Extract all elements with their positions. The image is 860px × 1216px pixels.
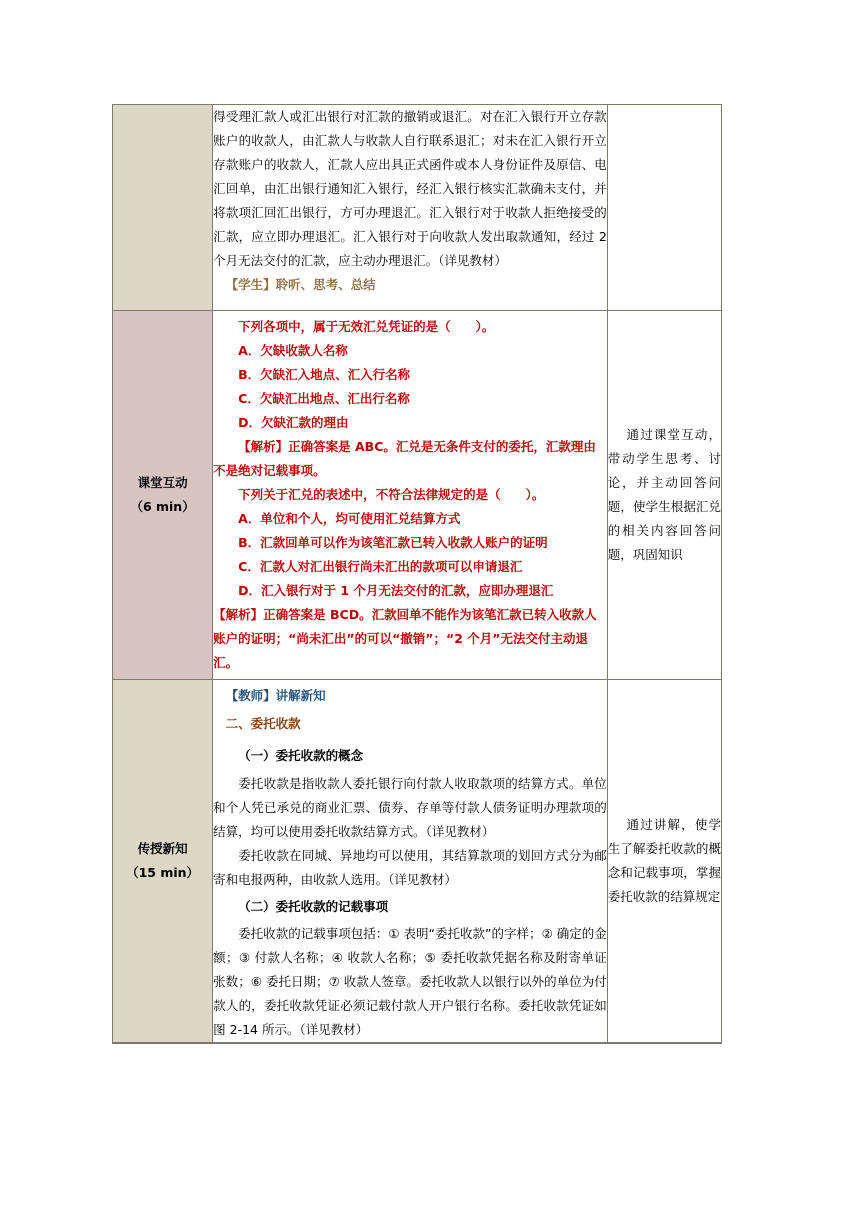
row-label-cell — [113, 105, 213, 311]
lesson-plan-table — [112, 104, 722, 1044]
question-1: 下列各项中，属于无效汇兑凭证的是（ ）。 — [238, 319, 495, 334]
question-1-option-b: B．欠缺汇入地点、汇入行名称 — [238, 367, 411, 382]
teaching-note: 通过讲解，使学生了解委托收款的概念和记载事项，掌握委托收款的结算规定 — [607, 817, 721, 904]
row-label: 课堂互动 — [137, 475, 188, 490]
teacher-activity: 【教师】讲解新知 — [225, 688, 326, 703]
question-1-option-c: C．欠缺汇出地点、汇出行名称 — [238, 391, 410, 406]
row-label-cell — [113, 311, 213, 680]
subsection-heading-2: （二）委托收款的记载事项 — [238, 899, 389, 914]
concept-paragraph: 委托收款是指收款人委托银行向付款人收取款项的结算方式。单位和个人凭已承兑的商业汇票、债券、存单等付款人债务证明办理款项的结算，均可以使用委托收款结算方式。（详见教材） — [213, 776, 607, 839]
remittance-paragraph: 得受理汇款人或汇出银行对汇款的撤销或退汇。对在汇入银行开立存款账户的收款人，由汇款人与收款人自行联系退汇；对未在汇入银行开立存款账户的收款人，汇款人应出具正式函件或本人身份证件及原信、电汇回单，由汇出银行通知汇入银行，经汇入银行核实汇款确未支付，并将款项汇回汇出银行，方可办理退汇。汇入银行对于收款人拒绝接受的汇款，应立即办理退汇。汇入银行对于向收款人发出取款通知，经过 2 个月无法交付的汇款，应主动办理退汇。（详见教材） — [213, 109, 607, 268]
question-2-option-b: B．汇款回单可以作为该笔汇款已转入收款人账户的证明 — [238, 535, 548, 550]
note-cell — [607, 105, 721, 311]
row-label-cell — [113, 680, 213, 1044]
student-activity: 【学生】聆听、思考、总结 — [225, 277, 376, 292]
question-2-option-d: D．汇入银行对于 1 个月无法交付的汇款，应即办理退汇 — [238, 583, 554, 598]
teaching-note: 通过课堂互动，带动学生思考、讨论，并主动回答问题，使学生根据汇兑的相关内容回答问题，巩固知识 — [607, 427, 721, 562]
row-label: 传授新知 — [137, 841, 188, 856]
content-cell — [213, 105, 608, 311]
note-cell — [607, 311, 721, 680]
items-paragraph: 委托收款的记载事项包括：① 表明“委托收款”的字样；② 确定的金额；③ 付款人名称；④ 收款人名称；⑤ 委托收款凭据名称及附寄单证张数；⑥ 委托日期；⑦ 收款人签章。委托收款人以银行以外的单位为付款人的，委托收款凭证必须记载付款人开户银行名称。委托收款凭证如图 2-14 所示。（详见教材） — [213, 926, 607, 1037]
question-2-answer: 【解析】正确答案是 BCD。汇款回单不能作为该笔汇款已转入收款人账户的证明；“尚未汇出”的可以“撤销”；“2 个月”无法交付主动退汇。 — [213, 607, 597, 670]
row-duration: （6 min） — [130, 499, 195, 514]
question-1-option-a: A．欠缺收款人名称 — [238, 343, 348, 358]
note-cell — [607, 680, 721, 1044]
question-2-option-c: C．汇款人对汇出银行尚未汇出的款项可以申请退汇 — [238, 559, 523, 574]
table-row-new-knowledge — [113, 680, 722, 1044]
table-row-remittance-continued — [113, 105, 722, 311]
usage-paragraph: 委托收款在同城、异地均可以使用，其结算款项的划回方式分为邮寄和电报两种，由收款人选用。（详见教材） — [213, 848, 607, 887]
content-cell — [213, 311, 608, 680]
table-row-classroom-interaction — [113, 311, 722, 680]
content-cell — [213, 680, 608, 1044]
subsection-heading-1: （一）委托收款的概念 — [238, 748, 364, 763]
row-duration: （15 min） — [126, 865, 200, 880]
question-2: 下列关于汇兑的表述中，不符合法律规定的是（ ）。 — [238, 487, 545, 502]
question-2-option-a: A．单位和个人，均可使用汇兑结算方式 — [238, 511, 461, 526]
question-1-option-d: D．欠缺汇款的理由 — [238, 415, 349, 430]
section-heading: 二、委托收款 — [225, 716, 301, 731]
question-1-answer: 【解析】正确答案是 ABC。汇兑是无条件支付的委托，汇款理由不是绝对记载事项。 — [213, 439, 596, 478]
